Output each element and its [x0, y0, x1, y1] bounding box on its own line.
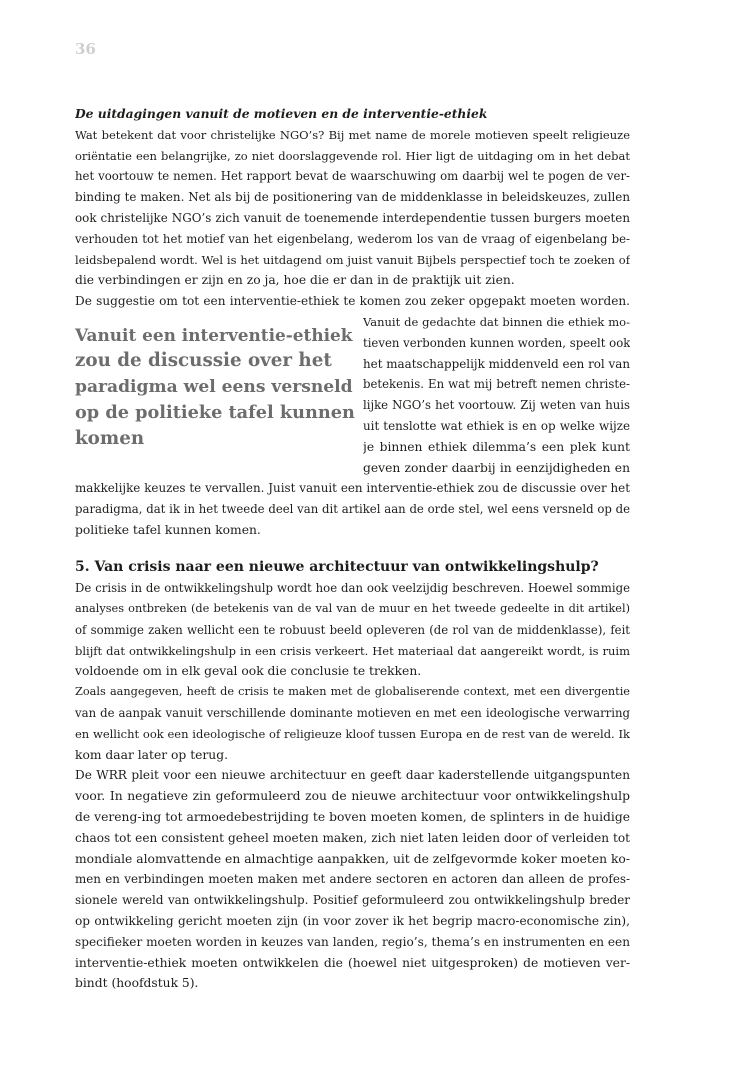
section-5-heading: 5. Van crisis naar een nieuwe architectuur van ontwikkelingshulp?: [75, 559, 599, 576]
text-line: voldoende om in elk geval ook die conclusie te trekken.: [75, 664, 422, 679]
text-line: politieke tafel kunnen komen.: [75, 522, 261, 537]
text-line: De WRR pleit voor een nieuwe architectuur en geeft daar kaderstellende uitgangspunten: [75, 768, 630, 783]
paragraph-2: [75, 291, 630, 540]
text-line: en wellicht ook een ideologische of religieuze kloof tussen Europa en de rest van de wereld. Ik: [75, 726, 630, 741]
pull-quote-line: Vanuit een interventie-ethiek: [75, 324, 353, 345]
text-line: blijft dat ontwikkelingshulp in een crisis verkeert. Het materiaal dat aangereikt wordt, is ruim: [75, 643, 630, 658]
text-line: uit tenslotte wat ethiek is en op welke wijze: [363, 418, 630, 433]
text-line: lijke NGO’s het voortouw. Zij weten van huis: [363, 398, 630, 413]
text-line: Zoals aangegeven, heeft de crisis te maken met de globaliserende context, met een divergentie: [75, 685, 630, 699]
text-line: op ontwikkeling gericht moeten zijn (in voor zover ik het begrip macro-economische zin),: [75, 913, 630, 928]
text-line: je binnen ethiek dilemma’s een plek kunt: [363, 439, 630, 454]
text-line: interventie-ethiek moeten ontwikkelen die (hoewel niet uitgesproken) de motieven ver-: [75, 955, 630, 970]
pull-quote-line: zou de discussie over het: [75, 349, 332, 371]
text-line: geven zonder daarbij in eenzijdigheden en: [363, 460, 630, 475]
text-line: analyses ontbreken (de betekenis van de val van de muur en het tweede gedeelte in dit artikel): [75, 601, 630, 615]
text-line: of sommige zaken wellicht een te robuust beeld opleveren (de rol van de middenklasse), feit: [75, 622, 630, 637]
text-line: kom daar later op terug.: [75, 747, 228, 762]
pull-quote-section: [75, 312, 630, 478]
text-line: het maatschappelijk middenveld een rol van: [363, 356, 630, 371]
text-line: Wat betekent dat voor christelijke NGO’s? Bij met name de morele motieven speelt religieuze: [75, 127, 630, 142]
paragraph-5: [75, 765, 630, 994]
text-line: oriëntatie een belangrijke, zo niet doorslaggevende rol. Hier ligt de uitdaging om in het debat: [75, 148, 630, 163]
text-line: ook christelijke NGO’s zich vanuit de toenemende interdependentie tussen burgers moeten: [75, 210, 630, 225]
text-line: specifieker moeten worden in keuzes van landen, regio’s, thema’s en instrumenten en een: [75, 934, 630, 949]
pull-quote-line: op de politieke tafel kunnen: [75, 401, 355, 423]
text-line: chaos tot een consistent geheel moeten maken, zich niet laten leiden door of verleiden tot: [75, 830, 630, 845]
text-line: de vereng-ing tot armoedebestrijding te boven moeten komen, de splinters in de huidige: [75, 809, 630, 824]
narrow-column: [363, 312, 630, 478]
text-line: leidsbepalend wordt. Wel is het uitdagend om juist vanuit Bijbels perspectief toch te zoeken of: [75, 252, 630, 267]
text-line: binding te maken. Net als bij de positionering van de middenklasse in beleidskeuzes, zullen: [75, 190, 630, 205]
pull-quote: [75, 322, 355, 452]
section-heading: De uitdagingen vanuit de motieven en de interventie-ethiek: [75, 106, 488, 121]
body-text: [75, 104, 630, 994]
text-line: mondiale alomvattende en almachtige aanpakken, uit de zelfgevormde koker moeten ko-: [75, 851, 630, 866]
text-line: het voortouw te nemen. Het rapport bevat de waarschuwing om daarbij wel te pogen de ver-: [75, 169, 630, 184]
text-line: sionele wereld van ontwikkelingshulp. Positief geformuleerd zou ontwikkelingshulp breder: [75, 893, 630, 908]
text-line: Vanuit de gedachte dat binnen die ethiek mo-: [363, 314, 630, 329]
text-line: tieven verbonden kunnen worden, speelt ook: [363, 335, 630, 350]
page-number: 36: [75, 40, 96, 58]
paragraph-4: [75, 682, 630, 765]
text-line: van de aanpak vanuit verschillende dominante motieven en met een ideologische verwarring: [75, 705, 630, 720]
text-line: De crisis in de ontwikkelingshulp wordt hoe dan ook veelzijdig beschreven. Hoewel sommige: [75, 581, 630, 596]
text-line: voor. In negatieve zin geformuleerd zou de nieuwe architectuur voor ontwikkelingshulp: [75, 789, 630, 804]
text-line: betekenis. En wat mij betreft nemen christe-: [363, 377, 630, 392]
text-line: makkelijke keuzes te vervallen. Juist vanuit een interventie-ethiek zou de discussie over het: [75, 480, 630, 495]
text-line: bindt (hoofdstuk 5).: [75, 976, 199, 991]
pull-quote-line: komen: [75, 427, 145, 449]
paragraph-3: [75, 578, 630, 682]
paragraph-1: [75, 125, 630, 291]
text-line: die verbindingen er zijn en zo ja, hoe die er dan in de praktijk uit zien.: [75, 273, 515, 288]
text-line: men en verbindingen moeten maken met andere sectoren en actoren dan alleen de profes-: [75, 872, 630, 887]
text-line: paradigma, dat ik in het tweede deel van dit artikel aan de orde stel, wel eens versneld op de: [75, 501, 630, 516]
text-line: De suggestie om tot een interventie-ethiek te komen zou zeker opgepakt moeten worden.: [75, 294, 630, 309]
text-line: verhouden tot het motief van het eigenbelang, wederom los van de vraag of eigenbelang be-: [75, 231, 630, 246]
pull-quote-line: paradigma wel eens versneld: [75, 376, 353, 397]
